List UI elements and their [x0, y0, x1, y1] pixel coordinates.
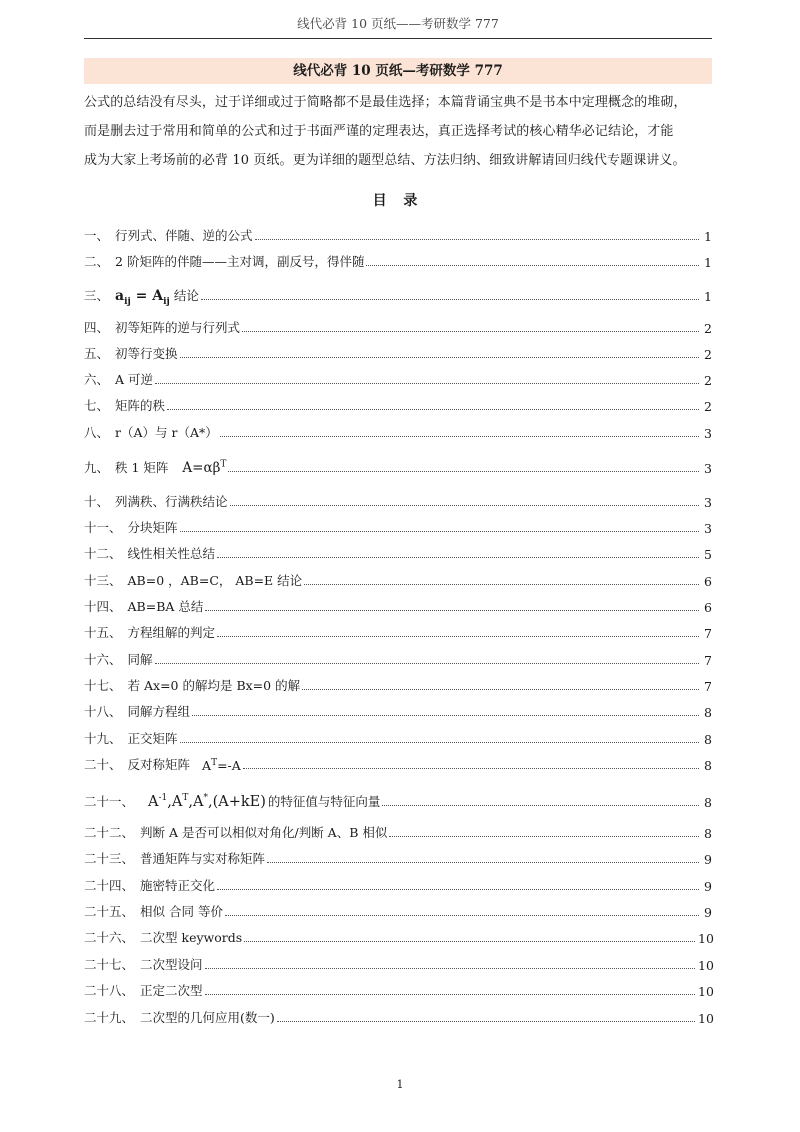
toc-entry-page: 8 — [704, 795, 712, 810]
toc-entry-page: 5 — [704, 547, 712, 562]
toc-entry[interactable] — [84, 370, 712, 388]
toc-entry-page: 10 — [698, 931, 714, 946]
toc-leader-dots — [180, 357, 699, 358]
toc-entry[interactable] — [84, 623, 712, 641]
page-number: 1 — [396, 1078, 404, 1091]
toc-entry-math — [109, 288, 170, 307]
toc-leader-dots — [225, 915, 699, 916]
toc-entry-page: 3 — [704, 461, 712, 476]
toc-leader-dots — [201, 299, 699, 300]
toc-entry-page: 8 — [704, 732, 712, 747]
toc-entry[interactable] — [84, 876, 712, 894]
toc-entry-number: 十四、 — [84, 599, 122, 614]
toc-entry[interactable] — [84, 755, 712, 773]
toc-entry[interactable] — [84, 729, 712, 747]
document-title: 线代必背 10 页纸—考研数学 777 — [84, 58, 712, 84]
math-superscript: T — [220, 459, 227, 470]
toc-entry-title: 行列式、伴随、逆的公式 — [115, 228, 253, 243]
toc-entry-page: 10 — [698, 984, 714, 999]
toc-entry[interactable] — [84, 396, 712, 414]
toc-entry-page: 10 — [698, 1011, 714, 1026]
toc-leader-dots — [155, 663, 699, 664]
toc-entry-number: 二十三、 — [84, 851, 135, 866]
toc-entry[interactable] — [84, 252, 712, 270]
math-symbol: A — [148, 794, 159, 810]
toc-entry-page: 7 — [704, 679, 712, 694]
toc-leader-dots — [255, 239, 699, 240]
toc-entry-number: 二十、 — [84, 757, 122, 772]
toc-entry-number: 八、 — [84, 425, 110, 440]
toc-entry-title: 二次型的几何应用(数一) — [140, 1010, 275, 1025]
toc-heading: 目 录 — [372, 193, 424, 209]
toc-entry-page: 9 — [704, 879, 712, 894]
toc-leader-dots — [205, 610, 699, 611]
toc-entry-title: 判断 A 是否可以相似对角化/判断 A、B 相似 — [140, 825, 388, 840]
toc-entry-title: 方程组解的判定 — [127, 625, 216, 640]
toc-entry[interactable] — [84, 492, 712, 510]
toc-entry[interactable] — [84, 518, 712, 536]
toc-entry-page: 8 — [704, 705, 712, 720]
toc-entry-number: 十五、 — [84, 625, 122, 640]
toc-leader-dots — [205, 968, 695, 969]
toc-entry-page: 6 — [704, 600, 712, 615]
math-symbol: A — [152, 288, 164, 304]
toc-entry-number: 十九、 — [84, 731, 122, 746]
toc-entry-title: A 可逆 — [115, 372, 154, 387]
toc-entry-page: 2 — [704, 373, 712, 388]
toc-entry[interactable] — [84, 849, 712, 867]
toc-leader-dots — [180, 531, 699, 532]
toc-entry[interactable] — [84, 981, 712, 999]
toc-entry-number: 十六、 — [84, 652, 122, 667]
math-symbol: ,A — [188, 794, 204, 810]
toc-leader-dots — [382, 805, 699, 806]
toc-entry-math — [168, 460, 226, 476]
toc-entry[interactable] — [84, 456, 712, 476]
math-symbol: = — [135, 288, 148, 304]
toc-entry-title: 的特征值与特征向量 — [267, 794, 381, 809]
toc-leader-dots — [267, 862, 699, 863]
toc-entry-number: 二十一、 — [84, 794, 135, 809]
toc-entry-page: 3 — [704, 426, 712, 441]
toc-entry-title: 分块矩阵 — [127, 520, 178, 535]
toc-entry-page: 8 — [704, 826, 712, 841]
toc-leader-dots — [277, 1021, 695, 1022]
toc-entry-title: 同解方程组 — [127, 704, 191, 719]
toc-entry-number: 三、 — [84, 288, 110, 303]
toc-entry-title: 初等行变换 — [115, 346, 178, 361]
toc-entry-title: 正定二次型 — [140, 983, 203, 998]
math-subscript: ij — [163, 296, 170, 307]
toc-leader-dots — [243, 768, 699, 769]
toc-entry-page: 8 — [704, 758, 712, 773]
toc-entry-number: 二十四、 — [84, 878, 135, 893]
math-symbol: A=αβ — [182, 460, 221, 476]
toc-entry-title: 相似 合同 等价 — [140, 904, 223, 919]
toc-entry-number: 十三、 — [84, 573, 122, 588]
toc-leader-dots — [205, 994, 695, 995]
toc-entry-title: 施密特正交化 — [140, 878, 216, 893]
toc-entry-page: 1 — [704, 289, 712, 304]
toc-entry-number: 一、 — [84, 228, 110, 243]
math-subscript: ij — [124, 296, 131, 307]
toc-entry-page: 10 — [698, 958, 714, 973]
toc-entry-number: 二、 — [84, 254, 110, 269]
toc-entry[interactable] — [84, 955, 712, 973]
header-rule — [84, 38, 712, 39]
toc-leader-dots — [167, 409, 699, 410]
toc-leader-dots — [217, 889, 699, 890]
toc-leader-dots — [180, 742, 699, 743]
toc-entry-title: 若 Ax=0 的解均是 Bx=0 的解 — [127, 678, 301, 693]
math-superscript: T — [211, 757, 218, 768]
toc-entry-number: 五、 — [84, 346, 110, 361]
toc-entry-page: 9 — [704, 852, 712, 867]
toc-entry-number: 二十九、 — [84, 1010, 135, 1025]
toc-leader-dots — [230, 505, 699, 506]
toc-entry-number: 九、 — [84, 460, 110, 475]
math-symbol: A — [202, 758, 212, 773]
toc-entry-title: 线性相关性总结 — [127, 546, 216, 561]
toc-entry-page: 3 — [704, 521, 712, 536]
toc-entry-page: 2 — [704, 321, 712, 336]
math-superscript: -1 — [158, 793, 168, 804]
toc-entry-title: 普通矩阵与实对称矩阵 — [140, 851, 266, 866]
toc-leader-dots — [192, 715, 699, 716]
toc-entry[interactable] — [84, 344, 712, 362]
intro-line: 成为大家上考场前的必背 10 页纸。更为详细的题型总结、方法归纳、细致讲解请回归线代专题课讲义。 — [84, 153, 686, 168]
toc-entry-title: 二次型 keywords — [140, 930, 243, 945]
toc-leader-dots — [389, 836, 699, 837]
toc-entry-page: 3 — [704, 495, 712, 510]
toc-entry-page: 1 — [704, 255, 712, 270]
toc-entry-title: 结论 — [173, 288, 199, 303]
toc-entry-title: AB=0 ，AB=C， AB=E 结论 — [127, 573, 303, 588]
toc-entry[interactable] — [84, 282, 712, 307]
math-symbol: =-A — [217, 758, 241, 773]
toc-entry-number: 四、 — [84, 320, 110, 335]
toc-entry-number: 二十七、 — [84, 957, 135, 972]
math-symbol: a — [115, 288, 125, 304]
toc-entry-page: 1 — [704, 229, 712, 244]
toc-leader-dots — [217, 557, 699, 558]
toc-entry[interactable] — [84, 423, 712, 441]
toc-entry[interactable] — [84, 571, 712, 589]
toc-entry-number: 二十六、 — [84, 930, 135, 945]
toc-entry[interactable] — [84, 318, 712, 336]
toc-entry-title: r（A）与 r（A*） — [115, 425, 218, 440]
toc-entry-number: 十八、 — [84, 704, 122, 719]
toc-entry[interactable] — [84, 597, 712, 615]
page-header: 线代必背 10 页纸——考研数学 777 — [297, 16, 499, 31]
toc-entry-title: 正交矩阵 — [127, 731, 178, 746]
toc-entry-title: 列满秩、行满秩结论 — [115, 494, 228, 509]
toc-entry-page: 2 — [704, 399, 712, 414]
toc-leader-dots — [217, 636, 699, 637]
toc-entry-page: 7 — [704, 653, 712, 668]
toc-entry-number: 二十二、 — [84, 825, 135, 840]
toc-leader-dots — [304, 584, 699, 585]
intro-line: 而是删去过于常用和简单的公式和过于书面严谨的定理表达，真正选择考试的核心精华必记结论，才能 — [84, 124, 674, 139]
toc-leader-dots — [242, 331, 699, 332]
toc-entry-math — [190, 758, 241, 773]
toc-entry[interactable] — [84, 902, 712, 920]
toc-entry-title: 二次型设问 — [140, 957, 203, 972]
toc-leader-dots — [220, 436, 699, 437]
toc-entry-page: 7 — [704, 626, 712, 641]
toc-entry[interactable] — [84, 1008, 712, 1026]
toc-leader-dots — [302, 689, 699, 690]
toc-entry-number: 二十八、 — [84, 983, 135, 998]
toc-entry[interactable] — [84, 702, 712, 720]
toc-entry-number: 二十五、 — [84, 904, 135, 919]
toc-leader-dots — [366, 265, 699, 266]
toc-entry-title: 同解 — [127, 652, 153, 667]
toc-entry[interactable] — [84, 788, 712, 810]
toc-entry[interactable] — [84, 650, 712, 668]
toc-entry-number: 七、 — [84, 398, 110, 413]
toc-entry-page: 2 — [704, 347, 712, 362]
intro-paragraph — [84, 88, 718, 175]
toc-leader-dots — [244, 941, 695, 942]
toc-entry-number: 十一、 — [84, 520, 122, 535]
toc-entry-number: 六、 — [84, 372, 110, 387]
toc-entry-number: 十七、 — [84, 678, 122, 693]
toc-entry-title: 反对称矩阵 — [127, 757, 191, 772]
toc-entry-math — [134, 794, 266, 810]
toc-entry-number: 十二、 — [84, 546, 122, 561]
toc-leader-dots — [228, 471, 699, 472]
toc-entry[interactable] — [84, 544, 712, 562]
toc-entry-number: 十、 — [84, 494, 110, 509]
toc-entry[interactable] — [84, 676, 712, 694]
math-symbol: ,(A+kE) — [207, 794, 266, 810]
toc-entry-title: 矩阵的秩 — [115, 398, 166, 413]
toc-leader-dots — [155, 383, 699, 384]
toc-entry[interactable] — [84, 226, 712, 244]
toc-entry-title: 初等矩阵的逆与行列式 — [115, 320, 241, 335]
toc-entry-title: AB=BA 总结 — [127, 599, 204, 614]
toc-entry-title: 秩 1 矩阵 — [115, 460, 169, 475]
toc-entry-title: 2 阶矩阵的伴随——主对调，副反号，得伴随 — [115, 254, 365, 269]
toc-entry[interactable] — [84, 823, 712, 841]
math-superscript: * — [203, 793, 208, 804]
intro-line: 公式的总结没有尽头，过于详细或过于简略都不是最佳选择；本篇背诵宝典不是书本中定理概念的堆砌， — [84, 95, 687, 110]
math-superscript: T — [182, 793, 189, 804]
toc-entry-page: 9 — [704, 905, 712, 920]
toc-entry[interactable] — [84, 928, 712, 946]
math-symbol: ,A — [167, 794, 183, 810]
toc-entry-page: 6 — [704, 574, 712, 589]
